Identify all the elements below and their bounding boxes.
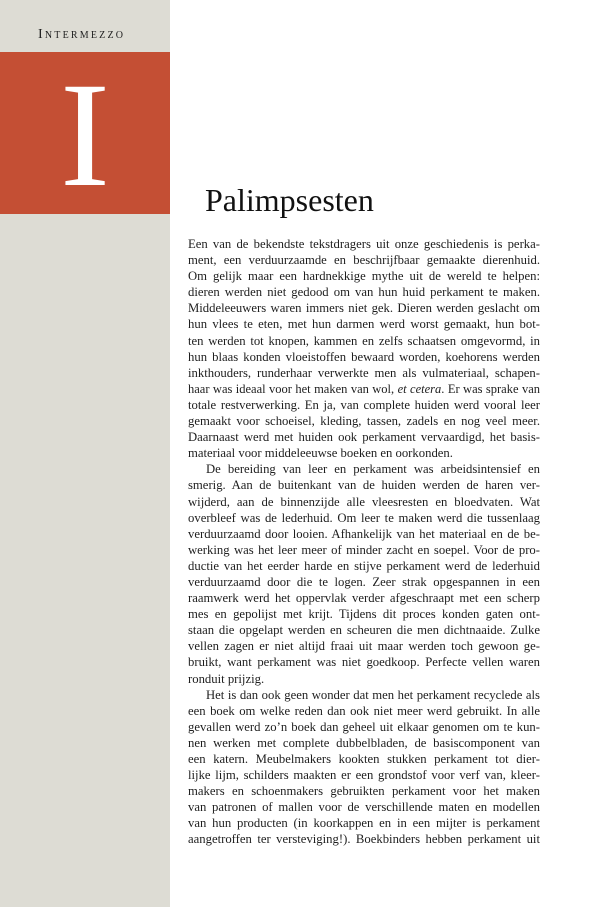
text-line: ronduit prijzig.: [188, 671, 265, 686]
text-line: lijke lijm, schilders maakten er een grondstof voor verf van, kleer-: [188, 768, 540, 783]
text-line: wijderd, aan de binnenzijde alle vleesresten en bloedvaten. Wat: [188, 494, 540, 509]
text-line: ment, een verduurzaamde en beschrijfbaar gemaakte dierenhuid.: [188, 253, 540, 268]
section-label: Intermezzo: [38, 27, 126, 42]
text-line: een boek om welke reden dan ook niet meer werd gebruikt. In alle: [188, 703, 540, 718]
text-line: overbleef was de lederhuid. Om leer te maken werd die tussenlaag: [188, 510, 540, 525]
paragraph: [188, 461, 540, 686]
text-line: nen werken met complete dubbelbladen, de basiscomponent van: [188, 735, 540, 750]
text-line: Om gelijk maar een hardnekkige mythe uit de wereld te helpen:: [188, 269, 540, 284]
text-line: Een van de bekendste tekstdragers uit onze geschiedenis is perka-: [188, 237, 540, 251]
text-line: ductie van het eerder harde en stijve perkament werd de lederhuid: [188, 558, 540, 573]
text-line: verduurzaamd door die te logen. Zeer strak opgespannen in een: [188, 574, 540, 589]
paragraph: [188, 236, 540, 461]
paragraph: [188, 687, 540, 848]
text-line: bruikt, want perkament was niet goedkoop. Perfecte vellen waren: [188, 655, 540, 670]
text-line: hun vlees te eten, met hun darmen werd worst gemaakt, hun bot-: [188, 317, 540, 332]
emphasis: et cetera: [397, 381, 442, 396]
text-line: smerig. Aan de buitenkant van de huiden werden de haren ver-: [188, 478, 540, 493]
chapter-number-block: [0, 52, 170, 218]
text-line: verduurzaamd door looien. Afhankelijk van het materiaal en de be-: [188, 526, 540, 541]
text-line: gevallen werd zo’n boek dan geheel uit elkaar genomen om te kun-: [188, 719, 540, 734]
text-line: haar was ideaal voor het maken van wol, et cetera. Er was sprake van: [188, 381, 540, 396]
text-line: De bereiding van leer en perkament was arbeidsintensief en: [206, 462, 540, 477]
text-line: mes en gepolijst met krijt. Tijdens dit proces konden gaten ont-: [188, 607, 540, 622]
text-line: Daarnaast werd met huiden ook perkament vervaardigd, het basis-: [188, 430, 540, 445]
chapter-numeral: I: [60, 52, 110, 218]
text-line: vellen zagen er niet altijd fraai uit maar werden toch gewoon ge-: [188, 639, 540, 654]
text-line: materiaal voor middeleeuwse boeken en oorkonden.: [188, 446, 453, 461]
text-line: Middeleeuwers waren immers niet gek. Dieren werden geslacht om: [188, 301, 540, 316]
chapter-title: Palimpsesten: [205, 182, 374, 218]
text-line: Het is dan ook geen wonder dat men het perkament recyclede als: [206, 687, 540, 702]
text-line: hun blaas konden vloeistoffen bewaard worden, koehorens werden: [188, 349, 540, 364]
text-line: inkthouders, runderhaar verwerkte men als vulmateriaal, schapen-: [188, 365, 540, 380]
text-line: totale restverwerking. En ja, van complete huiden werd vooral leer: [188, 397, 540, 412]
text-line: gemaakt voor schoeisel, kleding, tassen, zadels en nog veel meer.: [188, 414, 540, 429]
text-line: staan die opgelapt werden en scheuren die men dichtnaaide. Zulke: [188, 623, 540, 638]
text-line: van patronen of mallen voor de verschillende maten en modellen: [188, 800, 540, 815]
text-line: van hun producten (in koorkappen en in een mijter is perkament: [188, 816, 540, 831]
text-line: dieren werden niet gedood om van hun huid perkament te maken.: [188, 285, 540, 300]
body-text: [188, 236, 540, 848]
text-line: makers en schoenmakers gebruikten perkament voor het maken: [188, 784, 540, 799]
text-line: ten werden tot knopen, kammen en zelfs schaatsen omgevormd, in: [188, 333, 540, 348]
text-line: raamwerk werd het oppervlak verder afgeschraapt met een scherp: [188, 591, 540, 606]
text-line: een katern. Meubelmakers kookten stukken perkament tot dier-: [188, 752, 540, 766]
text-line: aangetroffen ter versteviging!). Boekbinders hebben perkament uit: [188, 832, 540, 847]
text-line: werking was het leer meer of minder zacht en soepel. Voor de pro-: [188, 542, 540, 557]
